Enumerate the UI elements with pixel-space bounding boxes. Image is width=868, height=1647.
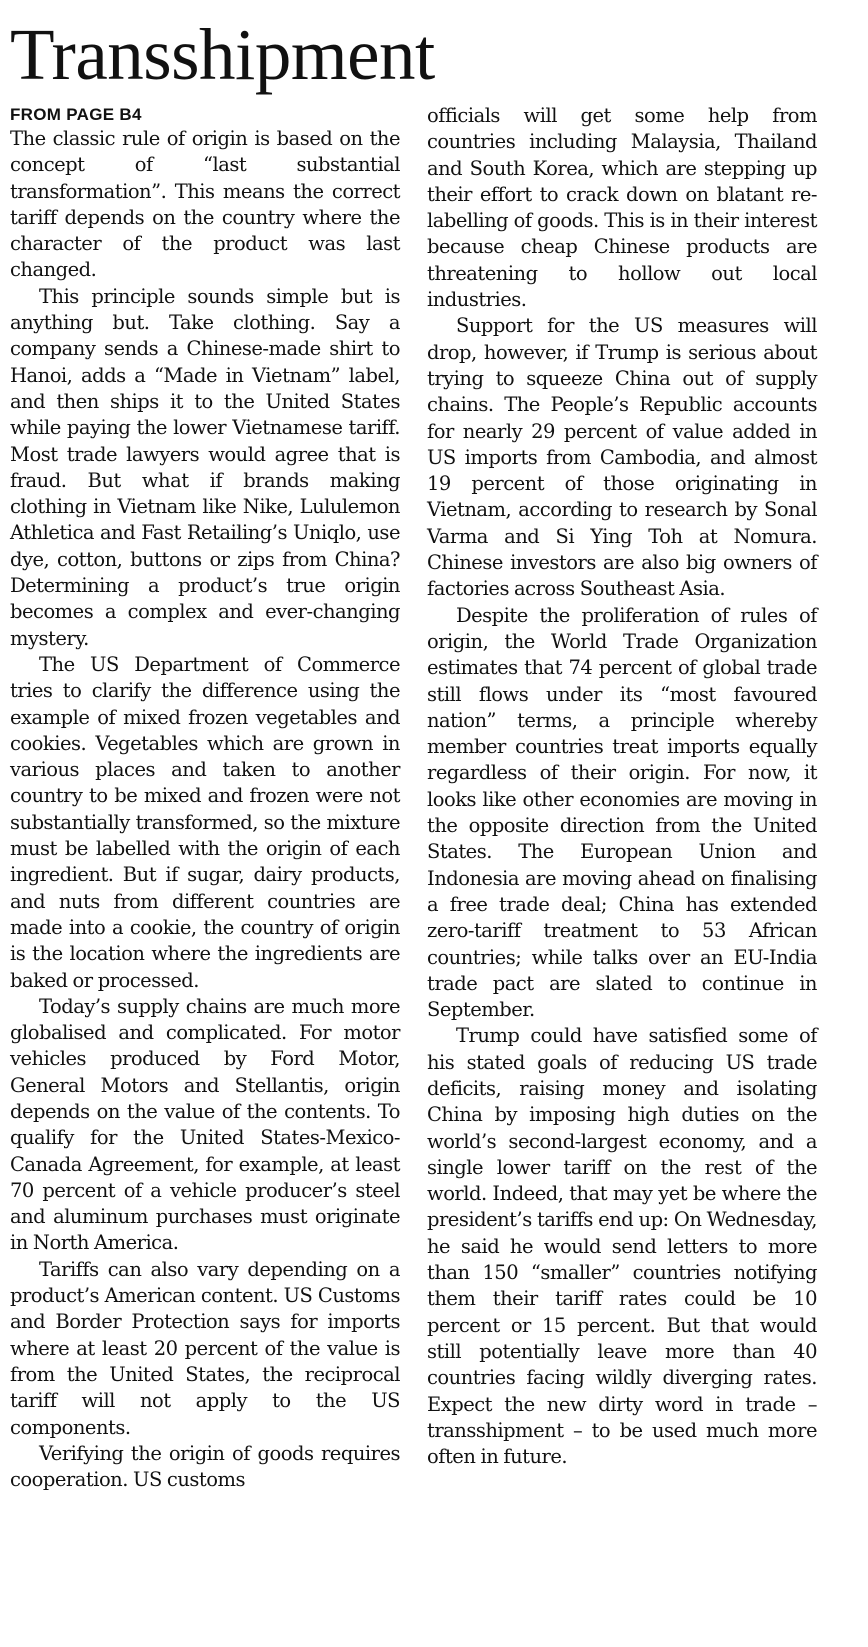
- paragraph-customs-help: officials will get some help from countries including Malaysia, Thailand and South Korea, which are stepping up their effort to crack down on blatant re-labelling of goods. This is in their interest because cheap Chinese products are threatening to hollow out local industries.: [427, 104, 817, 312]
- paragraph-verifying-origin: Verifying the origin of goods requires cooperation. US customs: [10, 1441, 400, 1492]
- paragraph-commerce-example: The US Department of Commerce tries to clarify the difference using the example of mixed frozen vegetables and cookies. Vegetables which are grown in various places and taken to another country to be mixed and frozen were not substantially transformed, so the mixture must be labelled with the origin of each ingredient. But if sugar, dairy products, and nuts from different countries are made into a cookie, the country of origin is the location where the ingredients are baked or processed.: [10, 652, 400, 992]
- left-column: [10, 103, 400, 1493]
- paragraph-supply-chains: Today’s supply chains are much more globalised and complicated. For motor vehicles produced by Ford Motor, General Motors and Stellantis, origin depends on the value of the contents. To qualify for the United States-Mexico-Canada Agreement, for example, at least 70 percent of a vehicle producer’s steel and aluminum purchases must originate in North America.: [10, 994, 400, 1255]
- jump-line: FROM PAGE B4: [10, 105, 142, 124]
- paragraph-wto: Despite the proliferation of rules of origin, the World Trade Organization estimates that 74 percent of global trade still flows under its “most favoured nation” terms, a principle whereby member countries treat imports equally regardless of their origin. For now, it looks like other economies are moving in the opposite direction from the United States. The European Union and Indonesia are moving ahead on finalising a free trade deal; China has extended zero-tariff treatment to 53 African countries; while talks over an EU-India trade pact are slated to continue in September.: [427, 603, 817, 1022]
- headline: Transshipment: [10, 14, 435, 95]
- right-column: [427, 103, 817, 1470]
- paragraph-trump-goals: Trump could have satisfied some of his stated goals of reducing US trade deficits, raising money and isolating China by imposing high duties on the world’s second-largest economy, and a single lower tariff on the rest of the world. Indeed, that may yet be where the president’s tariffs end up: On Wednesday, he said he would send letters to more than 150 “smaller” countries notifying them their tariff rates could be 10 percent or 15 percent. But that would still potentially leave more than 40 countries facing wildly diverging rates. Expect the new dirty word in trade – transshipment – to be used much more often in future.: [427, 1024, 817, 1469]
- paragraph-american-content: Tariffs can also vary depending on a product’s American content. US Customs and Border Protection says for imports where at least 20 percent of the value is from the United States, the reciprocal tariff will not apply to the US components.: [10, 1257, 400, 1439]
- paragraph-china-supply-chains: Support for the US measures will drop, however, if Trump is serious about trying to squeeze China out of supply chains. The People’s Republic accounts for nearly 29 percent of value added in US imports from Cambodia, and almost 19 percent of those originating in Vietnam, according to research by Sonal Varma and Si Ying Toh at Nomura. Chinese investors are also big owners of factories across Southeast Asia.: [427, 314, 817, 601]
- paragraph-rule-of-origin: The classic rule of origin is based on the concept of “last substantial transformation”. This means the correct tariff depends on the country where the character of the product was last changed.: [10, 127, 400, 282]
- paragraph-clothing-example: This principle sounds simple but is anything but. Take clothing. Say a company sends a Chinese-made shirt to Hanoi, adds a “Made in Vietnam” label, and then ships it to the United States while paying the lower Vietnamese tariff. Most trade lawyers would agree that is fraud. But what if brands making clothing in Vietnam like Nike, Lululemon Athletica and Fast Retailing’s Uniqlo, use dye, cotton, buttons or zips from China? Determining a product’s true origin becomes a complex and ever-changing mystery.: [10, 284, 400, 650]
